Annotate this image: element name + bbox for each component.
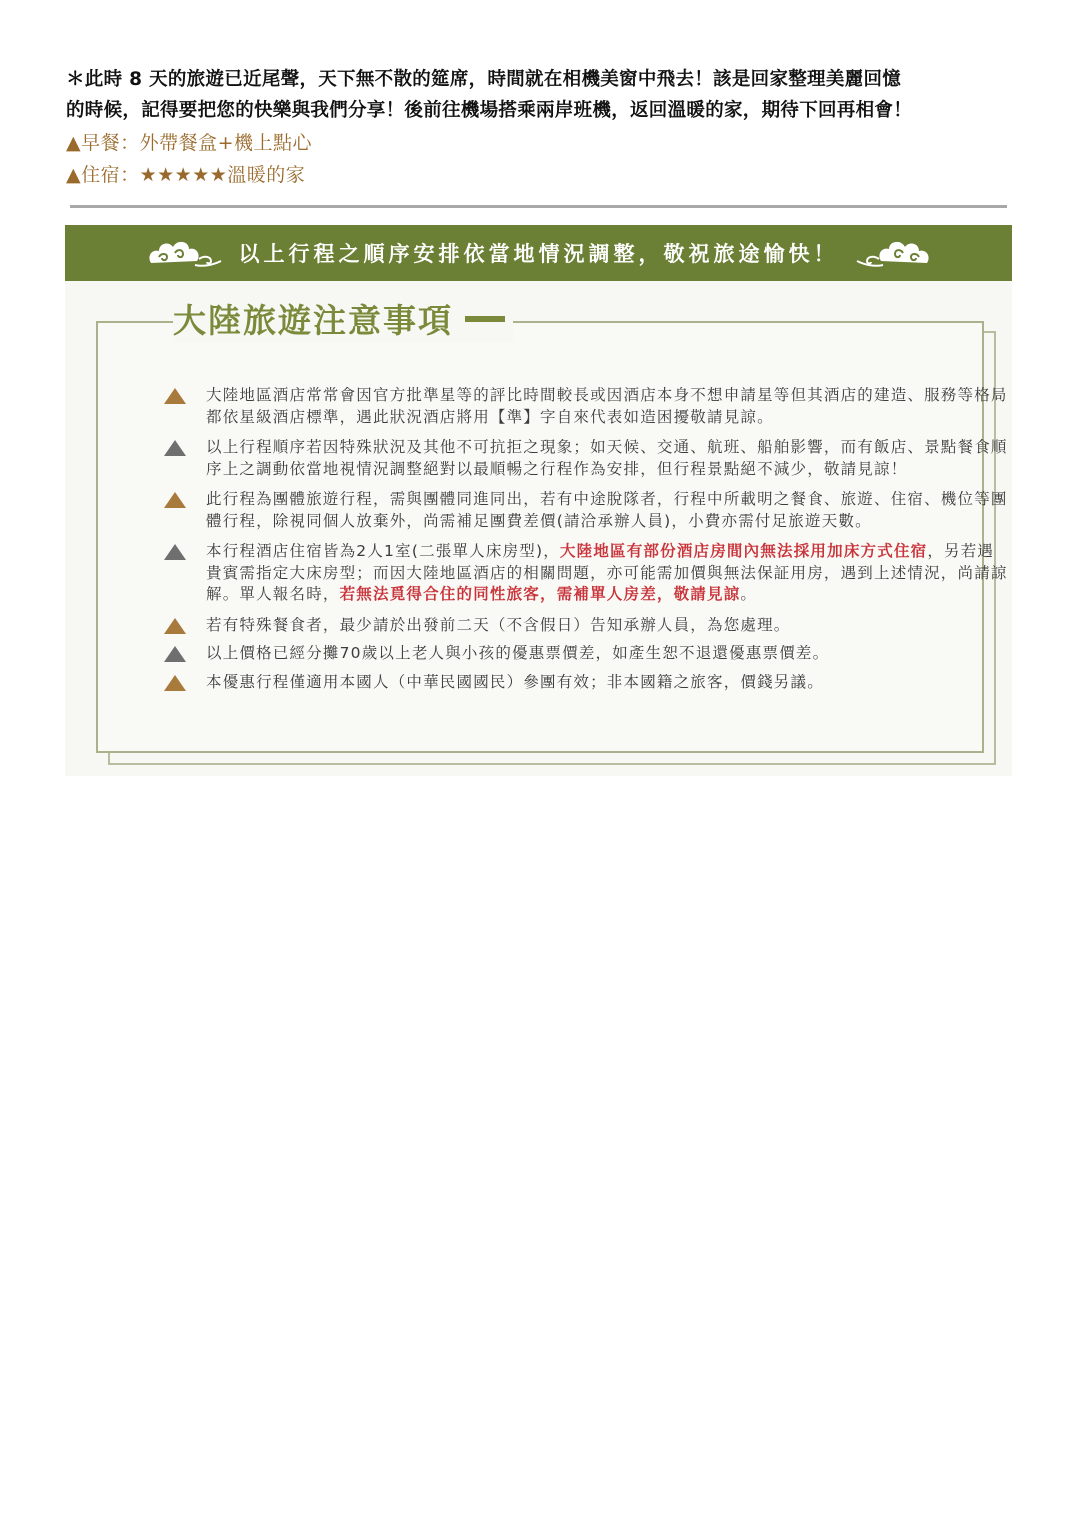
notice-title-text: 大陸旅遊注意事項 [173, 301, 453, 340]
triangle-bullet-icon [164, 675, 186, 691]
triangle-bullet-icon [164, 544, 186, 560]
triangle-bullet-icon [164, 618, 186, 634]
notice-item-3 [160, 489, 1010, 532]
notice-item-text: 若有特殊餐食者，最少請於出發前二天（不含假日）告知承辦人員，為您處理。 [206, 615, 791, 634]
notice-item-text: 以上行程順序若因特殊狀況及其他不可抗拒之現象；如天候、交通、航班、船舶影響，而有飯店、景點餐食順序上之調動依當地視情況調整絕對以最順暢之行程作為安排，但行程景點絕不減少，敬請見諒！ [206, 438, 1008, 478]
notice-item-text-c: 。 [740, 585, 758, 603]
notice-section [65, 281, 1012, 776]
notice-item-5 [160, 615, 1010, 637]
triangle-bullet-icon [164, 388, 186, 404]
notice-item-text-a: 本行程酒店住宿皆為2人1室(二張單人床房型)， [206, 542, 560, 560]
notice-highlight-no-extra-bed: 大陸地區有部份酒店房間內無法採用加床方式住宿 [559, 542, 928, 560]
itinerary-banner [65, 225, 1012, 281]
intro-line-2: 的時候，記得要把您的快樂與我們分享！後前往機場搭乘兩岸班機，返回溫暖的家，期待下回再相會！ [66, 100, 913, 121]
intro-line-1: ＊此時 8 天的旅遊已近尾聲，天下無不散的筵席，時間就在相機美窗中飛去！該是回家整理美麗回憶 [66, 69, 902, 90]
intro-paragraph [66, 64, 1016, 126]
notice-item-text: 大陸地區酒店常常會因官方批準星等的評比時間較長或因酒店本身不想申請星等但其酒店的建造、服務等格局都依星級酒店標準，遇此狀況酒店將用【準】字自來代表如造困擾敬請見諒。 [206, 386, 1008, 426]
title-dash [465, 316, 505, 322]
notice-item-6 [160, 643, 1010, 665]
banner-text: 以上行程之順序安排依當地情況調整，敬祝旅途愉快！ [238, 242, 839, 266]
notice-item-2 [160, 437, 1010, 480]
notice-item-1 [160, 385, 1010, 428]
notice-item-text: 本優惠行程僅適用本國人（中華民國國民）參團有效；非本國籍之旅客，價錢另議。 [206, 672, 824, 691]
notice-title [173, 295, 513, 342]
section-divider [70, 205, 1007, 208]
hotel-line: ▲住宿：★★★★★溫暖的家 [66, 164, 306, 186]
triangle-bullet-icon [164, 646, 186, 662]
breakfast-line: ▲早餐：外帶餐盒+機上點心 [66, 132, 313, 154]
notice-list [160, 385, 1010, 700]
notice-item-text: 以上價格已經分攤70歲以上老人與小孩的優惠票價差，如產生恕不退還優惠票價差。 [206, 644, 830, 662]
triangle-bullet-icon [164, 440, 186, 456]
notice-highlight-single-supplement: 若無法覓得合住的同性旅客，需補單人房差，敬請見諒 [339, 585, 741, 603]
notice-box [96, 321, 1008, 753]
notice-item-4 [160, 541, 1010, 606]
notice-item-7 [160, 672, 1010, 694]
triangle-bullet-icon [164, 492, 186, 508]
cloud-ornament-right-icon [853, 235, 933, 271]
notice-item-text-b: ，另若遇貴賓需指定大床房型；而因大陸地區酒店的相關問題，亦可能需加價與無法保証用房，遇到上述情況，尚請諒解。單人報名時， [206, 542, 1008, 603]
cloud-ornament-left-icon [145, 235, 225, 271]
notice-item-text: 此行程為團體旅遊行程，需與團體同進同出，若有中途脫隊者，行程中所載明之餐食、旅遊、住宿、機位等團體行程，除視同個人放棄外，尚需補足團費差價(請洽承辦人員)，小費亦需付足旅遊天數。 [206, 490, 1008, 530]
